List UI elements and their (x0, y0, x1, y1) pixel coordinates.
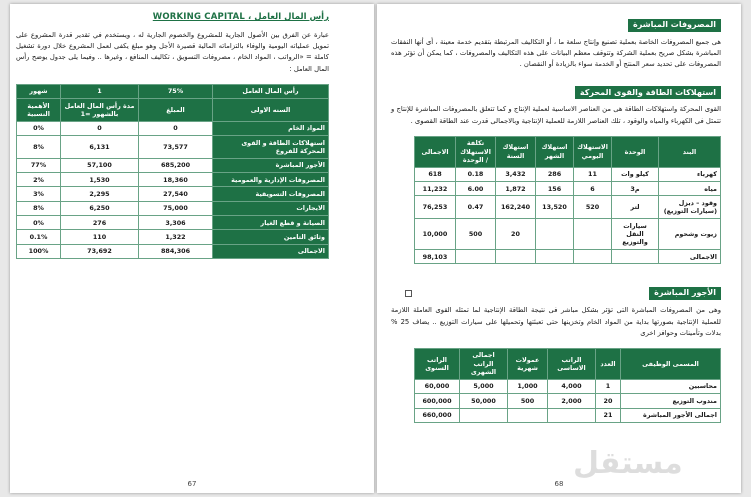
table-data-cell: 660,000 (415, 408, 460, 422)
table-data-cell: 0 (139, 121, 213, 135)
table-label-cell: المصروفات التسويقية (213, 187, 329, 201)
table-data-cell: كيلو وات (612, 167, 659, 181)
table-label-cell: المواد الخام (213, 121, 329, 135)
table-data-cell: 0 (61, 121, 139, 135)
table-data-cell: 98,103 (415, 250, 456, 264)
table-data-cell (612, 250, 659, 264)
table-data-cell: 2,295 (61, 187, 139, 201)
table-label-cell: الاجمالى (659, 250, 721, 264)
table-row (17, 99, 329, 122)
table-header-cell: البند (659, 136, 721, 167)
working-capital-title (16, 12, 329, 23)
table-header-cell: مدة رأس المال العامل بالشهور =1 (61, 99, 139, 122)
table-data-cell: 0% (17, 216, 61, 230)
title-english: WORKING CAPITAL (152, 12, 246, 22)
table-data-cell (456, 250, 496, 264)
table-data-cell: 6,250 (61, 201, 139, 215)
table-data-cell: 18,360 (139, 173, 213, 187)
table-header-cell: الراتب الاساسى (548, 348, 596, 379)
table-header-cell: المبلغ (139, 99, 213, 122)
table-data-cell: 60,000 (415, 379, 460, 393)
table-data-cell: 11 (574, 167, 612, 181)
table-data-cell: 76,253 (415, 196, 456, 219)
table-row (415, 219, 721, 250)
table-data-cell: 13,520 (536, 196, 574, 219)
table-header-cell: تكلفة الاستهلاك / الوحدة (456, 136, 496, 167)
table-data-cell: 2,000 (548, 394, 596, 408)
table-data-cell (536, 250, 574, 264)
table-row (17, 121, 329, 135)
checkbox-icon[interactable] (405, 290, 412, 297)
table-data-cell: 162,240 (496, 196, 536, 219)
direct-wages-heading: الأجور المباشرة (649, 287, 721, 300)
table-data-cell: سيارات النقل والتوزيع (612, 219, 659, 250)
table-label-cell: مندوب التوزيع (621, 394, 721, 408)
table-data-cell: 20 (496, 219, 536, 250)
table-data-cell: م3 (612, 182, 659, 196)
table-label-cell: زيوت وشحوم (659, 219, 721, 250)
table-data-cell: 0.18 (456, 167, 496, 181)
page-67-content (10, 4, 374, 259)
table-row (17, 244, 329, 258)
energy-heading: استهلاكات الطاقة والقوى المحركة (575, 86, 721, 99)
table-label-cell: مياه (659, 182, 721, 196)
table-data-cell (460, 408, 508, 422)
table-data-cell: 57,100 (61, 158, 139, 172)
page-68 (377, 4, 741, 493)
table-label-cell: الأجور المباشرة (213, 158, 329, 172)
energy-paragraph: القوى المحركة واستهلاكات الطاقة هى من العناصر الاساسية لعملية الإنتاج و كما تتعلق بالمصروفات المباشرة للإنتاج و تتمثل فى الكهرباء والمياه والوقود ، تلك العناصر اللازمة للعملية الإنتاجية وبالاجمالى قدرت عند الطاقة القصوى . (391, 105, 721, 125)
page-68-content (377, 4, 741, 423)
table-header-cell: استهلاك السنة (496, 136, 536, 167)
table-data-cell: 0% (17, 121, 61, 135)
table-data-cell (548, 408, 596, 422)
table-row (415, 136, 721, 167)
table-data-cell: 4,000 (548, 379, 596, 393)
table-data-cell (508, 408, 548, 422)
table-label-cell: الاجمالى (213, 244, 329, 258)
table-row (415, 408, 721, 422)
table-data-cell: 156 (536, 182, 574, 196)
table-data-cell: 110 (61, 230, 139, 244)
table-data-cell: 20 (596, 394, 621, 408)
table-data-cell: 77% (17, 158, 61, 172)
table-data-cell: 3,432 (496, 167, 536, 181)
table-data-cell: 618 (415, 167, 456, 181)
table-label-cell: وثائق التامين (213, 230, 329, 244)
table-data-cell: 3,306 (139, 216, 213, 230)
working-capital-table (16, 84, 329, 259)
table-data-cell: 100% (17, 244, 61, 258)
table-data-cell (574, 219, 612, 250)
table-header-cell: الراتب السنوى (415, 348, 460, 379)
table-data-cell: 6 (574, 182, 612, 196)
table-row (17, 187, 329, 201)
table-data-cell: 1,872 (496, 182, 536, 196)
table-data-cell: 10,000 (415, 219, 456, 250)
table-data-cell: لتر (612, 196, 659, 219)
table-data-cell: 500 (508, 394, 548, 408)
table-header-cell: العدد (596, 348, 621, 379)
table-data-cell: 75,000 (139, 201, 213, 215)
table-row (17, 201, 329, 215)
direct-wages-paragraph: وهى من المصروفات المباشرة التى تؤثر بشكل مباشر فى نتيجة الطاقة الإنتاجية لما تمثله القوى العاملة اللازمة للعملية الإنتاجية بصورتها بداية من المواد الخام وتخزينها حتى تعبئتها وتحميلها على سيارات التوزيع .. يضاف 25 % بدلات وتأمينات وحوافز اخرى (391, 306, 722, 337)
table-header-cell: عمولات شهرية (508, 348, 548, 379)
table-label-cell: الصيانة و قطع الغيار (213, 216, 329, 230)
table-data-cell: 8% (17, 201, 61, 215)
table-data-cell: 8% (17, 136, 61, 159)
table-label-cell: استهلاكات الطاقة و القوى المحركة للفروع (213, 136, 329, 159)
table-label-cell: وقود – ديزل (سيارات التوزيع) (659, 196, 721, 219)
table-header-cell: الوحدة (612, 136, 659, 167)
table-row (415, 167, 721, 181)
page-number-right: 68 (554, 480, 564, 488)
table-row (415, 182, 721, 196)
table-row (17, 230, 329, 244)
table-data-cell: 73,577 (139, 136, 213, 159)
table-data-cell: 685,200 (139, 158, 213, 172)
table-row (17, 173, 329, 187)
table-header-cell: الاجمالى (415, 136, 456, 167)
table-row (17, 136, 329, 159)
table-data-cell: 276 (61, 216, 139, 230)
page-67 (10, 4, 374, 493)
table-data-cell: 27,540 (139, 187, 213, 201)
table-row (17, 158, 329, 172)
table-data-cell: 500 (456, 219, 496, 250)
table-header-cell: 1 (61, 84, 139, 98)
direct-wages-table (414, 348, 721, 423)
table-row (415, 394, 721, 408)
energy-consumption-table (414, 136, 721, 265)
table-row (17, 216, 329, 230)
table-row (17, 84, 329, 98)
table-data-cell: 73,692 (61, 244, 139, 258)
table-data-cell (574, 250, 612, 264)
table-data-cell: 2% (17, 173, 61, 187)
table-row (415, 348, 721, 379)
table-data-cell: 0.47 (456, 196, 496, 219)
table-header-cell: السنه الاولى (213, 99, 329, 122)
table-data-cell (496, 250, 536, 264)
table-label-cell: اجمالى الأجور المباشرة (621, 408, 721, 422)
table-data-cell: 1,322 (139, 230, 213, 244)
table-data-cell (536, 219, 574, 250)
table-header-cell: الأهمية النسبية (17, 99, 61, 122)
table-data-cell: 1,000 (508, 379, 548, 393)
table-label-cell: كهرباء (659, 167, 721, 181)
page-number-left: 67 (187, 480, 197, 488)
table-data-cell: 50,000 (460, 394, 508, 408)
table-header-cell: 75% (139, 84, 213, 98)
table-data-cell: 3% (17, 187, 61, 201)
table-data-cell: 1 (596, 379, 621, 393)
watermark: مستقل (573, 446, 683, 481)
direct-expenses-paragraph: هى جميع المصروفات الخاصة بعملية تصنيع وإنتاج سلعة ما ، أو التكاليف المرتبطة بتقديم خدمة معينة ، أى أنها النفقات المباشرة بشكل صريح بعملية الشركة وتتوقف معظم البيانات على هذه التكاليف والمصروفات ، كما يمكن أن تؤثر هذه المصروفات على تحديد سعر المنتج أو الخدمة سواء بالزيادة أو النقصان . (391, 37, 721, 69)
table-data-cell: 520 (574, 196, 612, 219)
table-data-cell: 0.1% (17, 230, 61, 244)
table-header-cell: استهلاك الشهر (536, 136, 574, 167)
table-data-cell: 1,530 (61, 173, 139, 187)
table-data-cell: 286 (536, 167, 574, 181)
working-capital-paragraph: عبارة عن الفرق بين الأصول الجارية للمشروع والخصوم الجارية له ، ويستخدم في تقدير قدرة المشروع على تمويل عملياته اليومية والوفاء بالتزاماته المالية قصيرة الأجل وهو مبلغ يكفى لعمل المشروع خلال دورة تشغيل كاملة = «الرواتب ، المواد الخام ، مصروفات التسويق ، تكاليف المنافع ، وغيرها .. وفيما يلى جدول يوضح رأس المال العامل : (16, 31, 329, 73)
table-data-cell: 6.00 (456, 182, 496, 196)
table-label-cell: محاسبين (621, 379, 721, 393)
title-arabic: رأس المال العامل ، (248, 12, 329, 22)
table-row (415, 250, 721, 264)
table-data-cell: 600,000 (415, 394, 460, 408)
table-data-cell: 11,232 (415, 182, 456, 196)
direct-expenses-heading: المصروفات المباشرة (628, 19, 721, 32)
table-label-cell: الايجارات (213, 201, 329, 215)
table-data-cell: 6,131 (61, 136, 139, 159)
table-header-cell: رأس المال العامل (213, 84, 329, 98)
table-header-cell: الاستهلاك اليومي (574, 136, 612, 167)
table-row (415, 379, 721, 393)
table-header-cell: المسمى الوظيفى (621, 348, 721, 379)
table-row (415, 196, 721, 219)
table-header-cell: اجمالى الراتب الشهرى (460, 348, 508, 379)
table-data-cell: 21 (596, 408, 621, 422)
table-data-cell: 5,000 (460, 379, 508, 393)
table-label-cell: المصروفات الإدارية والعمومية (213, 173, 329, 187)
table-header-cell: شهور (17, 84, 61, 98)
table-data-cell: 884,306 (139, 244, 213, 258)
